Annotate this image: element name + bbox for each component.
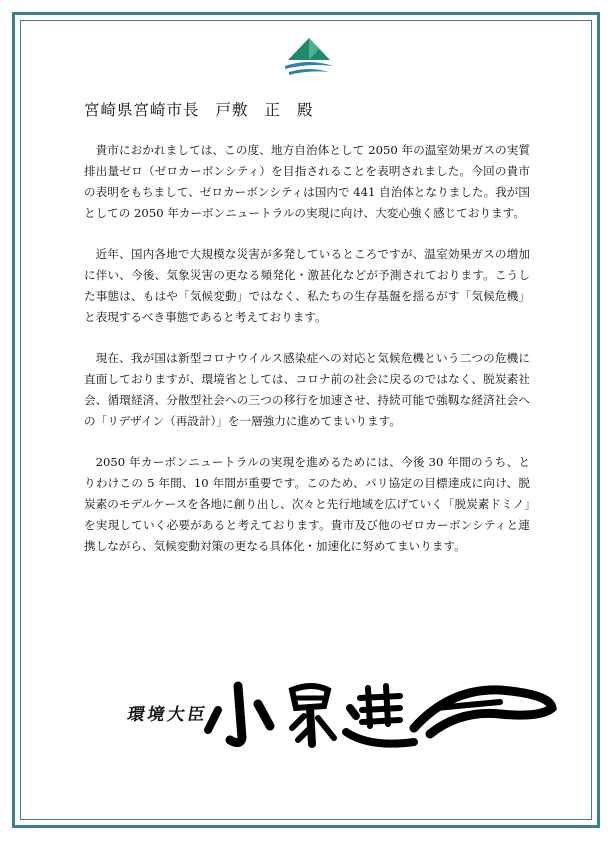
- addressee-honorific: 殿: [297, 101, 314, 119]
- paragraph: 近年、国内各地で大規模な災害が多発しているところですが、温室効果ガスの増加に伴い、今後、気象災害の更なる頻発化・激甚化などが予測されております。こうした事態は、もはや「気候変動」ではなく、私たちの生存基盤を揺るがす「気候危機」と表現するべき事態であると考えております。: [84, 247, 530, 324]
- paragraph: 現在、我が国は新型コロナウイルス感染症への対応と気候危機という二つの危機に直面しておりますが、環境省としては、コロナ前の社会に戻るのではなく、脱炭素社会、循環経済、分散型社会への三つの移行を加速させ、持続可能で強靱な経済社会への「リデザイン（再設計）」を一層強力に進めてまいります。: [84, 351, 530, 428]
- letter-body: [84, 140, 530, 577]
- ministry-logo-icon: [280, 36, 338, 82]
- addressee-line: [84, 98, 330, 120]
- addressee-surname: 戸敷: [215, 101, 249, 119]
- paragraph: 2050 年カーボンニュートラルの実現を進めるためには、今後 30 年間のうち、とりわけこの 5 年間、10 年間が重要です。このため、パリ協定の目標達成に向け、脱炭素のモデルケースを各地に創り出し、次々と先行地域を広げていく「脱炭素ドミノ」を実現していく必要があると考えております。貴市及び他のゼロカーボンシティと連携しながら、気候変動対策の更なる具体化・加速化に努めてまいります。: [84, 455, 530, 553]
- handwritten-signature: [200, 668, 560, 758]
- addressee-given-name: 正: [264, 101, 282, 119]
- paragraph: 貴市におかれましては、この度、地方自治体として 2050 年の温室効果ガスの実質排出量ゼロ（ゼロカーボンシティ）を目指されることを表明されました。今回の貴市の表明をもちまして、ゼロカーボンシティは国内で 441 自治体となりました。我が国としての 2050 年カーボンニュートラルの実現に向け、大変心強く感じております。: [84, 143, 530, 220]
- signatory-title: 環境大臣: [125, 705, 210, 725]
- addressee-title: 宮崎県宮崎市長: [84, 101, 200, 119]
